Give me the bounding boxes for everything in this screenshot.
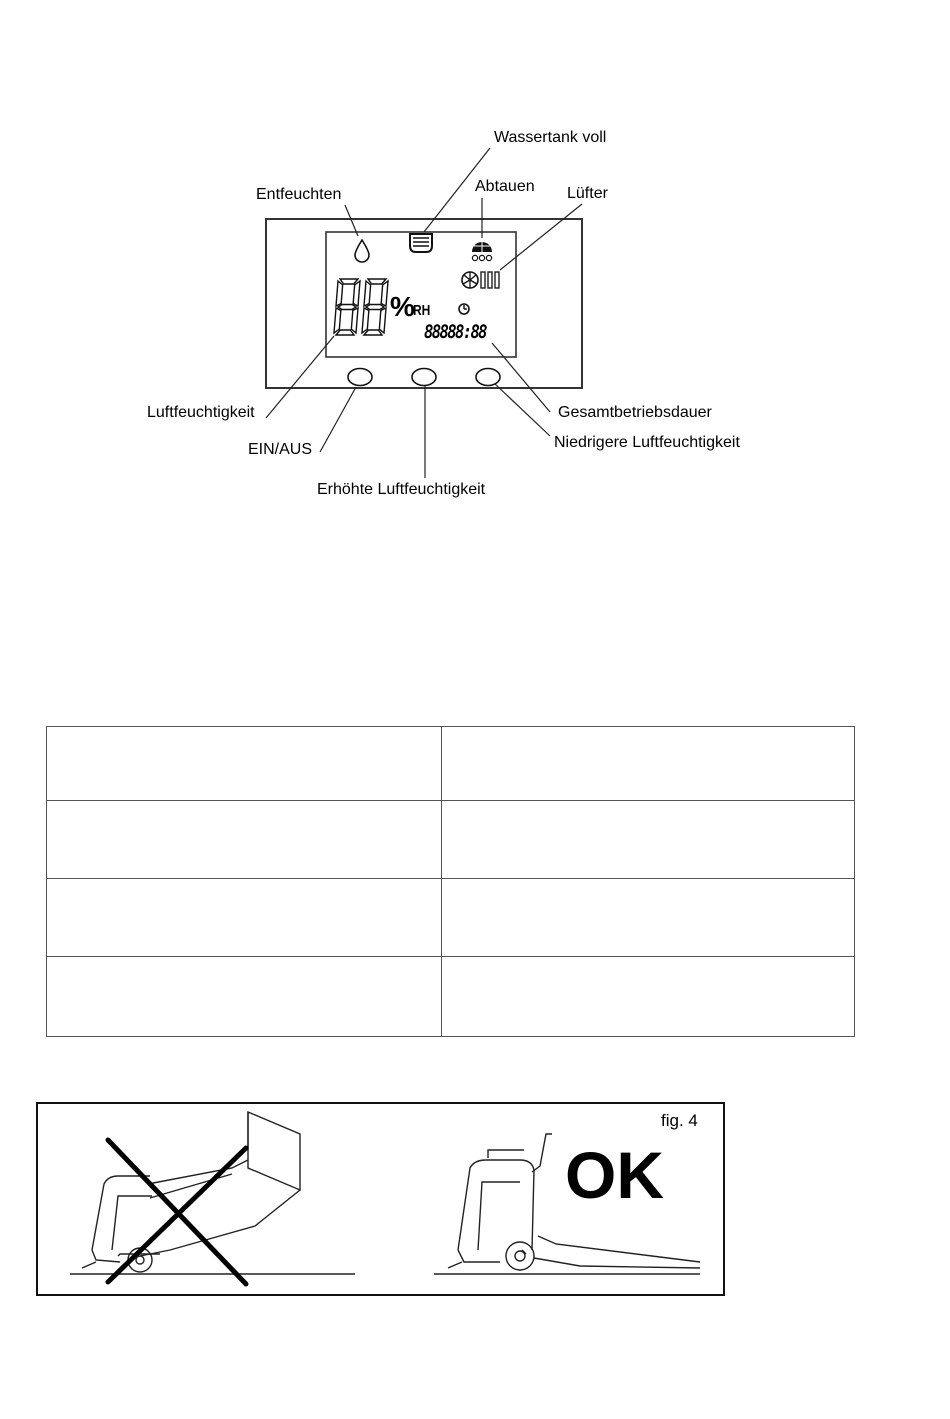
label-defrost: Abtauen xyxy=(475,178,535,195)
label-humidity: Luftfeuchtigkeit xyxy=(147,404,255,421)
label-on-off: EIN/AUS xyxy=(248,441,313,458)
label-tank-full: Wassertank voll xyxy=(494,129,607,146)
label-lower-humidity: Niedrigere Luftfeuchtigkeit xyxy=(554,434,740,451)
rh-unit: RH xyxy=(413,302,431,319)
runtime-digits: 88888:88 xyxy=(424,321,486,343)
figure-label: fig. 4 xyxy=(661,1111,698,1130)
percent-sign: % xyxy=(390,291,415,322)
ok-label: OK xyxy=(565,1138,664,1212)
label-total-runtime: Gesamtbetriebsdauer xyxy=(558,404,712,421)
cross-mark-icon xyxy=(108,1140,246,1284)
label-fan: Lüfter xyxy=(567,185,608,202)
label-higher-humidity: Erhöhte Luftfeuchtigkeit xyxy=(317,481,486,498)
label-dehumidify: Entfeuchten xyxy=(256,186,342,203)
